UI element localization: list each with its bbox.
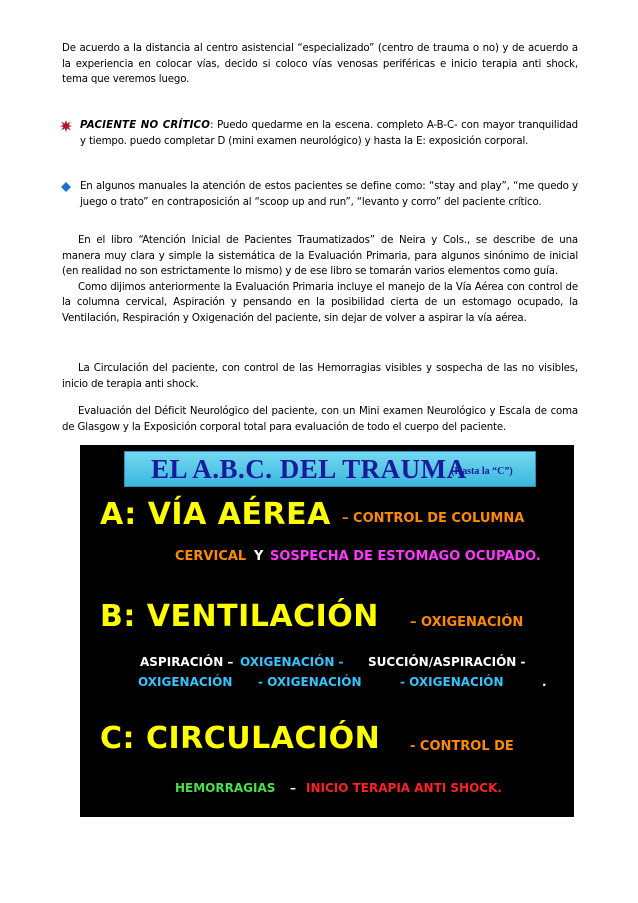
paragraph-evaluacion-primaria: Como dijimos anteriormente la Evaluación Primaria incluye el manejo de la Vía Aérea con control de la columna cervical, Aspiración y pensando en la posibilidad cierta de un estomago ocupado, la Ventilación, Respiración y Oxigenación del paciente, sin dejar de volver a aspirar la vía aérea. bbox=[62, 281, 578, 324]
slide-title: EL A.B.C. DEL TRAUMA bbox=[151, 454, 467, 484]
b-line1-oxigenacion: OXIGENACIÓN - bbox=[240, 655, 344, 669]
c-tail: - CONTROL DE bbox=[410, 739, 514, 754]
slide-banner bbox=[124, 451, 536, 487]
a-line2-cervical: CERVICAL bbox=[175, 549, 247, 564]
paragraph-circulacion-block bbox=[62, 361, 578, 392]
bullet-text: En algunos manuales la atención de estos pacientes se define como: “stay and play”, “me quedo y juego o trato” en contraposición al “scoop up and run”, “levanto y corro” del paciente crítico. bbox=[80, 181, 578, 208]
bullet-paciente-no-critico bbox=[62, 118, 578, 149]
bullet-text: : Puedo quedarme en la escena. completo A-B-C- con mayor tranquilidad y tiempo. puedo completar D (mini examen neurológico) y hasta la E: exposición corporal. bbox=[80, 120, 578, 147]
b-line2-oxigenacion-3: - OXIGENACIÓN bbox=[400, 675, 504, 689]
a-line2-sospecha: SOSPECHA DE ESTOMAGO OCUPADO. bbox=[270, 549, 541, 564]
intro-paragraph bbox=[62, 41, 578, 88]
c-heading: C: CIRCULACIÓN bbox=[100, 721, 381, 756]
b-line1-aspiracion: ASPIRACIÓN – bbox=[140, 655, 234, 669]
b-line1-succion: SUCCIÓN/ASPIRACIÓN - bbox=[368, 655, 526, 669]
b-heading: B: VENTILACIÓN bbox=[100, 599, 379, 634]
abc-trauma-slide bbox=[80, 445, 574, 817]
paragraph-deficit-neurologico: Evaluación del Déficit Neurológico del paciente, con un Mini examen Neurológico y Escala de coma de Glasgow y la Exposición corporal total para evaluación de todo el cuerpo del paciente. bbox=[62, 406, 578, 433]
blue-diamond-icon bbox=[60, 181, 72, 193]
intro-text: De acuerdo a la distancia al centro asistencial “especializado” (centro de trauma o no) y de acuerdo a la experiencia en colocar vías, decido si coloco vías venosas periféricas e inicio terapia anti shock, tema que veremos luego. bbox=[62, 43, 578, 85]
b-line2-oxigenacion-1: OXIGENACIÓN bbox=[138, 675, 233, 689]
c-line2-dash: – bbox=[290, 781, 296, 795]
c-line2-terapia: INICIO TERAPIA ANTI SHOCK. bbox=[306, 781, 502, 795]
c-line2-hemorragias: HEMORRAGIAS bbox=[175, 781, 276, 795]
paragraph-deficit-block bbox=[62, 404, 578, 435]
a-tail: – CONTROL DE COLUMNA bbox=[342, 511, 525, 526]
red-starburst-icon bbox=[60, 120, 72, 132]
a-line2-y: Y bbox=[254, 549, 264, 564]
paragraph-circulacion: La Circulación del paciente, con control de las Hemorragias visibles y sospecha de las no visibles, inicio de terapia anti shock. bbox=[62, 363, 578, 390]
b-line2-period: . bbox=[542, 675, 547, 689]
b-tail: – OXIGENACIÓN bbox=[410, 615, 524, 630]
paragraph-neira: En el libro “Atención Inicial de Pacientes Traumatizados” de Neira y Cols., se describe de una manera muy clara y simple la sistemática de la Evaluación Primaria, para algunos sinónimo de inicial (en realidad no son estrictamente lo mismo) y de ese libro se tomarán varios elementos como guía. bbox=[62, 235, 578, 277]
bullet-stay-and-play bbox=[62, 179, 578, 210]
b-line2-oxigenacion-2: - OXIGENACIÓN bbox=[258, 675, 362, 689]
slide-subtitle: (Hasta la “C”) bbox=[451, 466, 513, 477]
bullet-title: PACIENTE NO CRÍTICO bbox=[80, 120, 211, 131]
body-paragraphs bbox=[62, 233, 578, 326]
a-heading: A: VÍA AÉREA bbox=[100, 497, 331, 532]
